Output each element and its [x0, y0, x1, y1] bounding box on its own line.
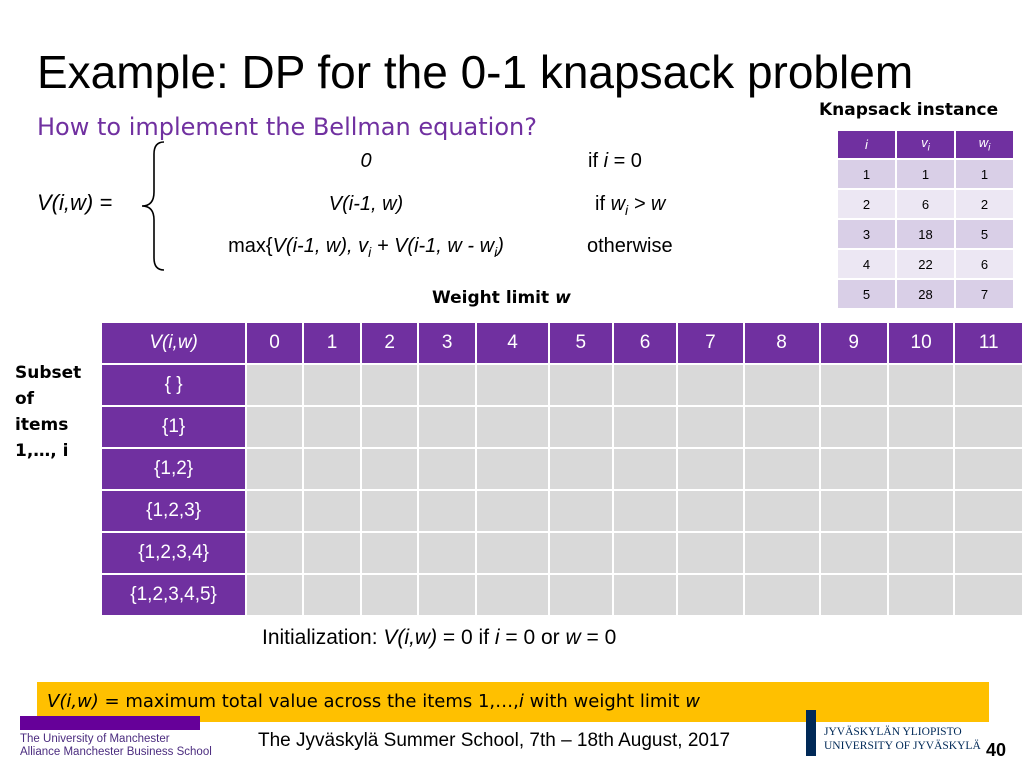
- dp-cell: [361, 532, 418, 574]
- dp-cell: [613, 406, 677, 448]
- dp-cell: [744, 574, 820, 616]
- uom-logo-line2: Alliance Manchester Business School: [20, 746, 212, 758]
- dp-cell: [418, 448, 477, 490]
- jyu-logo-mark: [806, 710, 816, 756]
- dp-cell: [888, 490, 955, 532]
- dp-cell: [361, 364, 418, 406]
- dp-cell: [677, 490, 743, 532]
- dp-row-header: {1,2,3,4}: [101, 532, 246, 574]
- dp-cell: [303, 364, 362, 406]
- dp-table-row: [101, 532, 1023, 574]
- dp-cell: [549, 448, 613, 490]
- dp-cell: [888, 574, 955, 616]
- dp-cell: [677, 448, 743, 490]
- dp-column-header: 7: [677, 322, 743, 364]
- dp-cell: [677, 574, 743, 616]
- initialization-note: Initialization: V(i,w) = 0 if i = 0 or w = 0: [262, 626, 617, 649]
- knapsack-cell: 1: [837, 159, 896, 189]
- knapsack-cell: 1: [955, 159, 1014, 189]
- jyu-logo-line1: JYVÄSKYLÄN YLIOPISTO: [824, 726, 962, 738]
- dp-cell: [954, 532, 1023, 574]
- dp-cell: [418, 574, 477, 616]
- dp-cell: [888, 532, 955, 574]
- case3-expression: max{V(i-1, w), $v_i + V(i-1$, w - $w_i$): [228, 235, 504, 260]
- knapsack-cell: 6: [896, 189, 955, 219]
- dp-cell: [418, 490, 477, 532]
- dp-cell: [476, 490, 548, 532]
- dp-column-header: 3: [418, 322, 477, 364]
- weight-limit-label: Weight limit w: [432, 288, 571, 308]
- uom-logo-line1: The University of Manchester: [20, 733, 170, 745]
- dp-cell: [476, 532, 548, 574]
- dp-cell: [246, 490, 303, 532]
- dp-cell: [677, 364, 743, 406]
- knapsack-cell: 28: [896, 279, 955, 309]
- dp-cell: [820, 574, 888, 616]
- dp-cell: [954, 364, 1023, 406]
- dp-row-header: {1}: [101, 406, 246, 448]
- dp-column-header: 5: [549, 322, 613, 364]
- dp-cell: [303, 574, 362, 616]
- dp-cell: [549, 406, 613, 448]
- dp-cell: [549, 532, 613, 574]
- uom-logo-bar: [20, 716, 200, 730]
- dp-table-row: [101, 574, 1023, 616]
- knapsack-row: [837, 159, 1014, 189]
- dp-column-header: 10: [888, 322, 955, 364]
- knapsack-cell: 6: [955, 249, 1014, 279]
- jyu-logo-line2: UNIVERSITY OF JYVÄSKYLÄ: [824, 740, 981, 752]
- dp-cell: [888, 406, 955, 448]
- dp-table-row: [101, 490, 1023, 532]
- dp-table-row: [101, 406, 1023, 448]
- dp-cell: [613, 532, 677, 574]
- dp-cell: [418, 406, 477, 448]
- dp-row-header: {1,2,3,4,5}: [101, 574, 246, 616]
- knapsack-instance-title: Knapsack instance: [819, 100, 999, 120]
- dp-column-header: 0: [246, 322, 303, 364]
- dp-cell: [246, 448, 303, 490]
- knapsack-cell: 3: [837, 219, 896, 249]
- dp-row-header: {1,2,3}: [101, 490, 246, 532]
- case1-condition: if i = 0: [588, 150, 642, 172]
- dp-cell: [954, 490, 1023, 532]
- dp-table-row: [101, 364, 1023, 406]
- knapsack-cell: 4: [837, 249, 896, 279]
- dp-cell: [246, 364, 303, 406]
- knapsack-cell: 5: [955, 219, 1014, 249]
- knapsack-cell: 2: [955, 189, 1014, 219]
- dp-corner-cell: V(i,w): [101, 322, 246, 364]
- dp-header-row: [101, 322, 1023, 364]
- dp-cell: [820, 490, 888, 532]
- dp-cell: [744, 406, 820, 448]
- knapsack-cell: 22: [896, 249, 955, 279]
- dp-cell: [677, 406, 743, 448]
- dp-cell: [246, 574, 303, 616]
- knapsack-row: [837, 279, 1014, 309]
- dp-column-header: 8: [744, 322, 820, 364]
- dp-column-header: 4: [476, 322, 548, 364]
- dp-cell: [476, 406, 548, 448]
- case2-expression: V(i-1, w): [328, 193, 404, 215]
- dp-cell: [476, 574, 548, 616]
- dp-cell: [820, 532, 888, 574]
- knapsack-row: [837, 249, 1014, 279]
- dp-row-header: {1,2}: [101, 448, 246, 490]
- dp-cell: [361, 574, 418, 616]
- dp-column-header: 1: [303, 322, 362, 364]
- subset-side-label: Subset of items 1,…, i: [15, 363, 82, 461]
- knapsack-cell: 18: [896, 219, 955, 249]
- case1-expression: 0: [360, 150, 372, 172]
- dp-table-row: [101, 448, 1023, 490]
- dp-cell: [303, 490, 362, 532]
- knapsack-row: [837, 219, 1014, 249]
- knapsack-header-v: $v_i$: [896, 130, 955, 159]
- university-of-manchester-logo: [20, 716, 212, 759]
- dp-row-header: { }: [101, 364, 246, 406]
- case2-condition: if $w_i > w$: [595, 193, 666, 218]
- dp-cell: [744, 364, 820, 406]
- dp-cell: [476, 448, 548, 490]
- dp-cell: [303, 448, 362, 490]
- knapsack-row: [837, 189, 1014, 219]
- dp-cell: [303, 406, 362, 448]
- dp-cell: [476, 364, 548, 406]
- dp-cell: [549, 574, 613, 616]
- knapsack-cell: 1: [896, 159, 955, 189]
- dp-cell: [549, 364, 613, 406]
- knapsack-cell: 2: [837, 189, 896, 219]
- dp-cell: [246, 406, 303, 448]
- dp-cell: [613, 364, 677, 406]
- knapsack-header-row: [837, 130, 1014, 159]
- knapsack-instance-table: [836, 129, 1015, 310]
- case3-condition: otherwise: [587, 235, 673, 257]
- dp-column-header: 6: [613, 322, 677, 364]
- footer-text: The Jyväskylä Summer School, 7th – 18th August, 2017: [258, 730, 731, 751]
- dp-cell: [303, 532, 362, 574]
- knapsack-cell: 5: [837, 279, 896, 309]
- knapsack-header-i: i: [837, 130, 896, 159]
- dp-cell: [549, 490, 613, 532]
- dp-cell: [820, 448, 888, 490]
- dp-cell: [613, 448, 677, 490]
- dp-cell: [613, 574, 677, 616]
- dp-cell: [954, 574, 1023, 616]
- definition-box: V(i,w) = maximum total value across the items 1,…,i with weight limit w: [37, 682, 989, 722]
- dp-cell: [361, 490, 418, 532]
- dp-table: [100, 321, 1024, 617]
- dp-cell: [954, 448, 1023, 490]
- dp-cell: [613, 490, 677, 532]
- slide-title: Example: DP for the 0-1 knapsack problem: [37, 46, 914, 98]
- dp-cell: [888, 364, 955, 406]
- dp-cell: [418, 364, 477, 406]
- dp-cell: [954, 406, 1023, 448]
- dp-column-header: 2: [361, 322, 418, 364]
- dp-cell: [820, 364, 888, 406]
- dp-cell: [361, 406, 418, 448]
- dp-cell: [361, 448, 418, 490]
- dp-cell: [246, 532, 303, 574]
- knapsack-header-w: $w_i$: [955, 130, 1014, 159]
- dp-cell: [677, 532, 743, 574]
- dp-cell: [744, 490, 820, 532]
- dp-cell: [744, 448, 820, 490]
- left-brace-icon: [138, 140, 168, 272]
- slide-subtitle: How to implement the Bellman equation?: [37, 113, 537, 141]
- dp-cell: [744, 532, 820, 574]
- page-number: 40: [986, 740, 1007, 760]
- knapsack-cell: 7: [955, 279, 1014, 309]
- dp-column-header: 9: [820, 322, 888, 364]
- dp-column-header: 11: [954, 322, 1023, 364]
- dp-cell: [888, 448, 955, 490]
- dp-cell: [418, 532, 477, 574]
- formula-lhs: V(i,w) =: [37, 190, 113, 215]
- dp-cell: [820, 406, 888, 448]
